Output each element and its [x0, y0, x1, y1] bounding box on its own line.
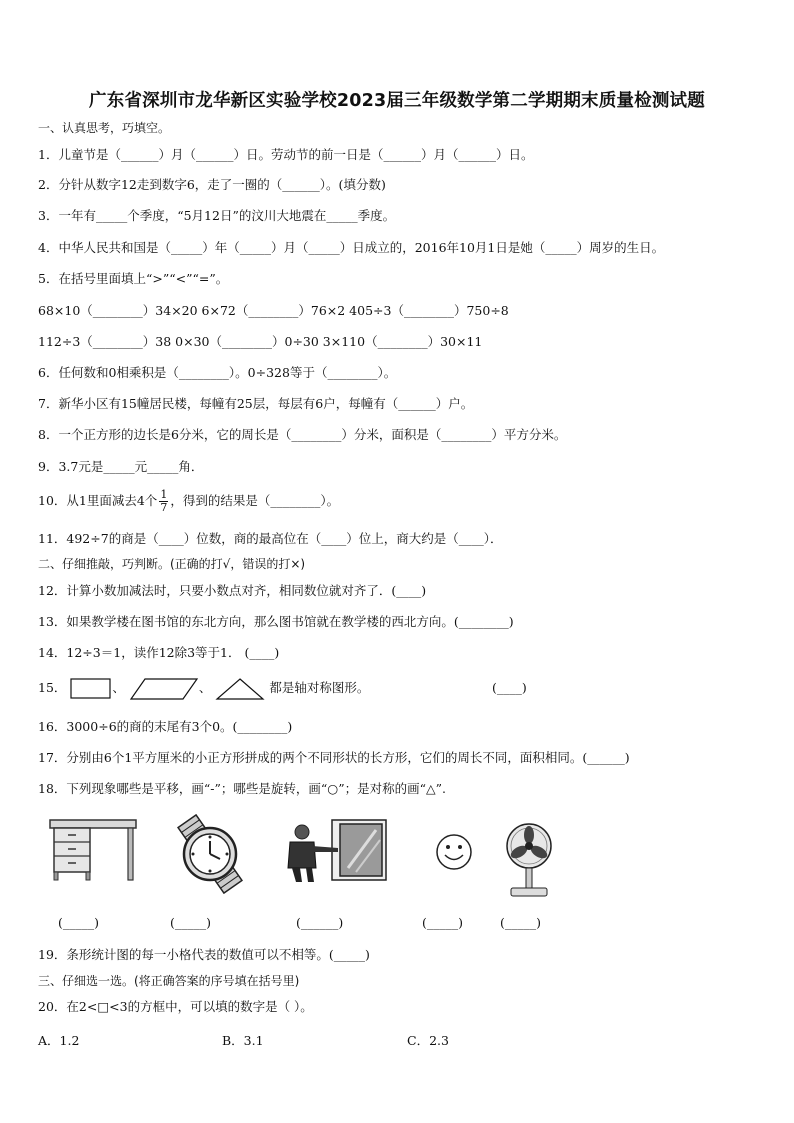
question-7: 7．新华小区有15幢居民楼，每幢有25层，每层有6户，每幢有（______）户。 — [38, 396, 474, 411]
question-14: 14．12÷3＝1，读作12除3等于1． (____) — [38, 645, 280, 660]
question-5-row-2: 112÷3（________）38 0×30（________）0÷30 3×110（________）30×11 — [38, 334, 483, 349]
option-a: A．1.2 — [38, 1033, 80, 1048]
q18-blank-1: (_____) — [58, 915, 100, 930]
section-3-heading: 三、仔细选一选。(将正确答案的序号填在括号里) — [38, 974, 300, 988]
q18-blank-5: (_____) — [500, 915, 542, 930]
question-5-row-1: 68×10（________）34×20 6×72（________）76×2 405÷3（________）750÷8 — [38, 303, 509, 318]
q18-blank-3: (______) — [296, 915, 344, 930]
option-c: C．2.3 — [407, 1033, 449, 1048]
separator-1: 、 — [112, 680, 125, 695]
question-13: 13．如果教学楼在图书馆的东北方向，那么图书馆就在教学楼的西北方向。(________) — [38, 614, 514, 629]
fraction-one-seventh — [159, 489, 168, 514]
section-2-heading: 二、仔细推敲，巧判断。(正确的打√，错误的打×) — [38, 557, 306, 571]
question-3: 3．一年有_____个季度，“5月12日”的汶川大地震在_____季度。 — [38, 208, 396, 223]
fraction-numerator: 1 — [160, 488, 168, 501]
question-10-text-after: ，得到的结果是（________）。 — [170, 493, 340, 508]
question-15-answer-blank: (____) — [492, 680, 527, 695]
rectangle-shape-icon — [70, 678, 112, 700]
question-11: 11．492÷7的商是（____）位数，商的最高位在（____）位上，商大约是（____）． — [38, 531, 503, 546]
triangle-shape-icon — [215, 678, 265, 700]
page-title: 广东省深圳市龙华新区实验学校2023届三年级数学第二学期期末质量检测试题 — [89, 91, 705, 111]
question-6: 6．任何数和0相乘积是（________）。0÷328等于（________）。 — [38, 365, 397, 380]
smiley-face-picture — [432, 832, 476, 872]
q18-blank-2: (_____) — [170, 915, 212, 930]
question-4: 4．中华人民共和国是（_____）年（_____）月（_____）日成立的，2016年10月1日是她（_____）周岁的生日。 — [38, 240, 665, 255]
option-b: B．3.1 — [222, 1033, 264, 1048]
parallelogram-shape-icon — [129, 678, 199, 700]
question-20: 20．在2<□<3的方框中，可以填的数字是（ ）。 — [38, 999, 313, 1014]
separator-2: 、 — [198, 680, 212, 695]
question-19: 19．条形统计图的每一小格代表的数值可以不相等。(_____) — [38, 947, 370, 962]
question-2: 2．分针从数字12走到数字6，走了一圈的（______）。(填分数) — [38, 177, 386, 192]
question-15 — [38, 677, 369, 700]
desk-picture — [48, 818, 138, 882]
question-17: 17．分别由6个1平方厘米的小正方形拼成的两个不同形状的长方形，它们的周长不同，面积相同。(______) — [38, 750, 630, 765]
question-12: 12．计算小数加减法时，只要小数点对齐，相同数位就对齐了．(____) — [38, 583, 427, 598]
question-15-text: 都是轴对称图形。 — [269, 680, 370, 695]
question-10 — [38, 487, 339, 515]
question-8: 8．一个正方形的边长是6分米，它的周长是（________）分米，面积是（________）平方分米。 — [38, 427, 567, 442]
section-1-heading: 一、认真思考，巧填空。 — [38, 121, 171, 135]
question-5: 5．在括号里面填上“>”“<”“=”。 — [38, 271, 229, 286]
electric-fan-picture — [503, 822, 555, 898]
question-10-text-before: 10．从1里面减去4个 — [38, 493, 158, 508]
person-pushing-window-picture — [282, 818, 388, 882]
question-1: 1．儿童节是（______）月（______）日。劳动节的前一日是（______）月（______）日。 — [38, 147, 534, 162]
fraction-denominator: 7 — [160, 501, 168, 514]
q18-blank-4: (_____) — [422, 915, 464, 930]
question-18: 18．下列现象哪些是平移，画“-”；哪些是旋转，画“○”；是对称的画“△”. — [38, 781, 446, 796]
wristwatch-picture — [163, 814, 258, 894]
question-16: 16．3000÷6的商的末尾有3个0。(________) — [38, 719, 293, 734]
question-9: 9．3.7元是_____元_____角． — [38, 459, 204, 474]
question-15-number: 15． — [38, 680, 67, 695]
